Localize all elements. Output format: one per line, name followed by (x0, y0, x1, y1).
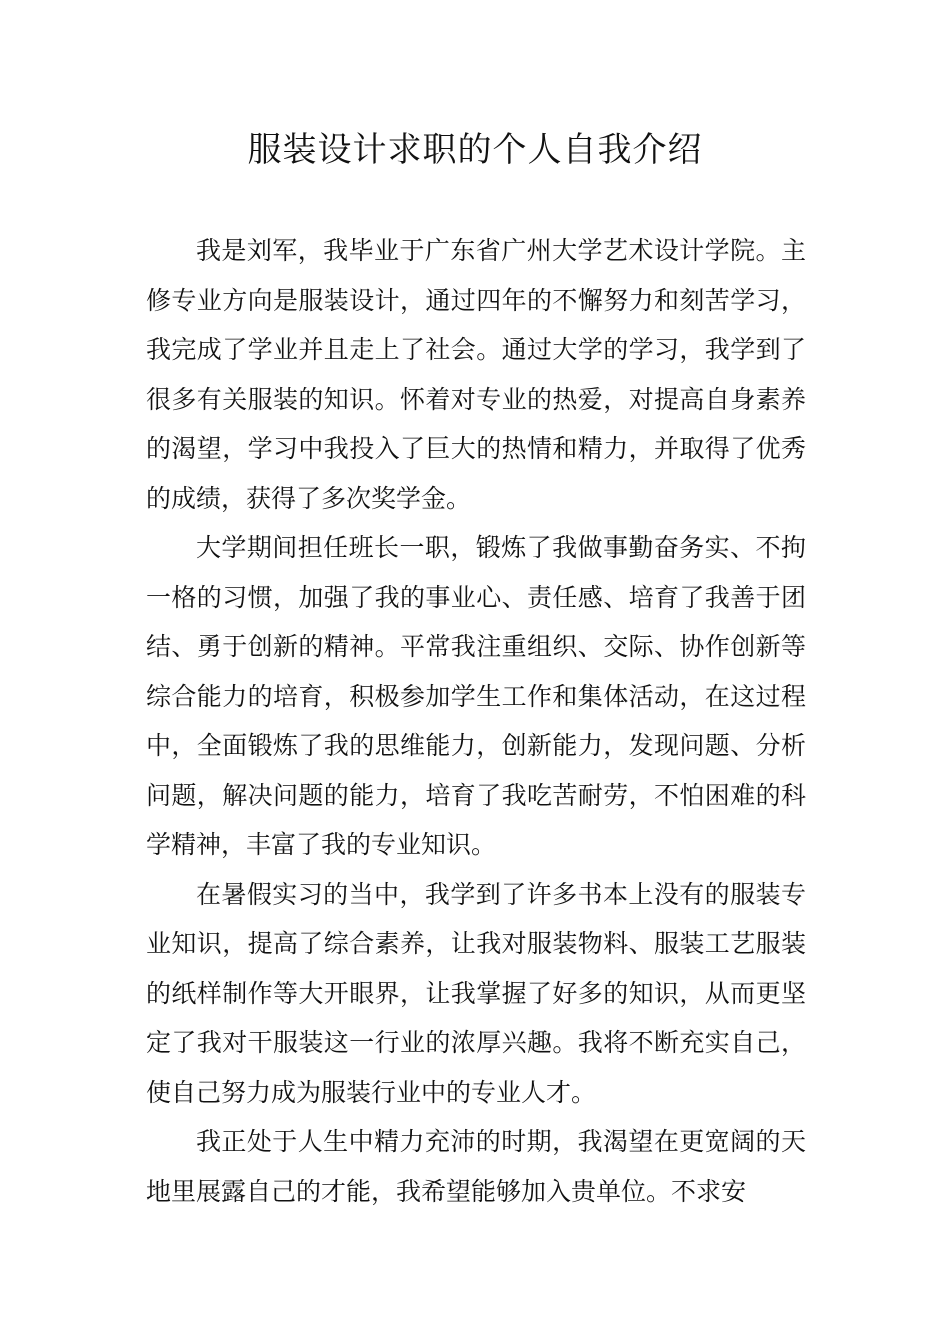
paragraph-4: 我正处于人生中精力充沛的时期，我渴望在更宽阔的天地里展露自己的才能，我希望能够加入贵单位。不求安 (146, 1127, 806, 1206)
paragraph-1: 我是刘军，我毕业于广东省广州大学艺术设计学院。主修专业方向是服装设计，通过四年的不懈努力和刻苦学习，我完成了学业并且走上了社会。通过大学的学习，我学到了很多有关服装的知识。怀着对专业的热爱，对提高自身素养的渴望，学习中我投入了巨大的热情和精力，并取得了优秀的成绩，获得了多次奖学金。 (146, 236, 806, 513)
document-title: 服装设计求职的个人自我介绍 (247, 130, 703, 170)
document-body (146, 226, 806, 1216)
paragraph-2: 大学期间担任班长一职，锻炼了我做事勤奋务实、不拘一格的习惯，加强了我的事业心、责任感、培育了我善于团结、勇于创新的精神。平常我注重组织、交际、协作创新等综合能力的培育，积极参加学生工作和集体活动，在这过程中，全面锻炼了我的思维能力，创新能力，发现问题、分析问题，解决问题的能力，培育了我吃苦耐劳，不怕困难的科学精神，丰富了我的专业知识。 (146, 533, 806, 859)
paragraph-3: 在暑假实习的当中，我学到了许多书本上没有的服装专业知识，提高了综合素养，让我对服装物料、服装工艺服装的纸样制作等大开眼界，让我掌握了好多的知识，从而更坚定了我对干服装这一行业的浓厚兴趣。我将不断充实自己，使自己努力成为服装行业中的专业人才。 (146, 879, 806, 1107)
